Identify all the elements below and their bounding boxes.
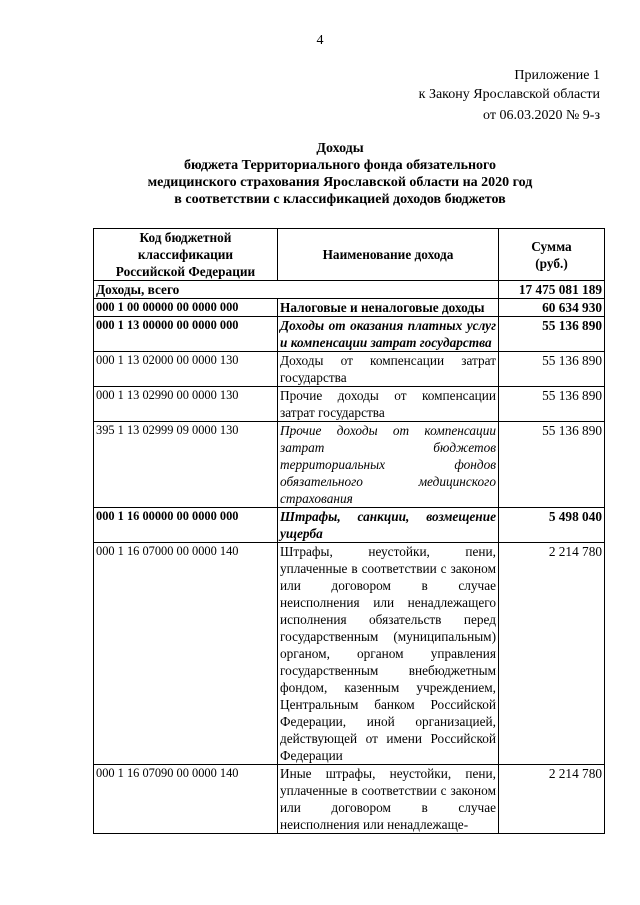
title-line-3: медицинского страхования Ярославской области на 2020 год — [147, 175, 533, 190]
header-sum — [499, 229, 605, 281]
row-name: Иные штрафы, неустойки, пени, уплаченные в соответствии с законом или договором в случае неисполнения или ненадлежаще- — [278, 765, 499, 834]
table-row — [94, 422, 605, 508]
row-code: 000 1 00 00000 00 0000 000 — [94, 299, 278, 317]
header-code-line-3: Российской Федерации — [115, 264, 256, 279]
row-code: 000 1 16 00000 00 0000 000 — [94, 508, 278, 543]
row-code: 000 1 13 00000 00 0000 000 — [94, 317, 278, 352]
row-name: Прочие доходы от компенсации затрат государства — [278, 387, 499, 422]
header-code-line-1: Код бюджетной — [139, 230, 232, 245]
row-sum: 55 136 890 — [499, 387, 605, 422]
row-code: 000 1 16 07090 00 0000 140 — [94, 765, 278, 834]
row-sum: 2 214 780 — [499, 765, 605, 834]
table-row — [94, 387, 605, 422]
page-number: 4 — [316, 33, 324, 48]
row-code: 000 1 16 07000 00 0000 140 — [94, 543, 278, 765]
document-title — [60, 140, 620, 208]
header-sum-line-1: Сумма — [531, 238, 572, 254]
header-code-line-2: классификации — [137, 247, 234, 262]
row-code: 000 1 13 02000 00 0000 130 — [94, 352, 278, 387]
row-sum: 60 634 930 — [499, 299, 605, 317]
table-header-row — [94, 229, 605, 281]
row-name: Прочие доходы от компенсации затрат бюджетов территориальных фондов обязательного медицинского страхования — [278, 422, 499, 508]
row-sum: 2 214 780 — [499, 543, 605, 765]
row-name: Доходы от оказания платных услуг и компенсации затрат государства — [278, 317, 499, 352]
total-sum: 17 475 081 189 — [499, 281, 605, 299]
appendix-line-1: Приложение 1 — [514, 68, 600, 83]
row-name: Штрафы, неустойки, пени, уплаченные в соответствии с законом или договором в случае неисполнения или ненадлежащего исполнения обязательств перед государственным (муниципальным) органом, органом управления государственным внебюджетным фондом, казенным учреждением, Центральным банком Российской Федерации, иной организацией, действующей от имени Российской Федерации — [278, 543, 499, 765]
row-sum: 55 136 890 — [499, 317, 605, 352]
table-row — [94, 352, 605, 387]
title-line-2: бюджета Территориального фонда обязательного — [183, 158, 497, 173]
appendix-line-3: от 06.03.2020 № 9-з — [483, 108, 600, 123]
header-code — [94, 229, 278, 281]
table-row — [94, 508, 605, 543]
table-row — [94, 317, 605, 352]
row-name: Штрафы, санкции, возмещение ущерба — [278, 508, 499, 543]
table-row — [94, 299, 605, 317]
income-table — [93, 228, 605, 834]
title-line-4: в соответствии с классификацией доходов бюджетов — [174, 192, 506, 207]
header-sum-line-2: (руб.) — [535, 255, 568, 271]
table-row — [94, 765, 605, 834]
row-sum: 55 136 890 — [499, 422, 605, 508]
row-sum: 5 498 040 — [499, 508, 605, 543]
title-line-1: Доходы — [316, 141, 364, 156]
total-label: Доходы, всего — [94, 281, 499, 299]
row-sum: 55 136 890 — [499, 352, 605, 387]
row-code: 000 1 13 02990 00 0000 130 — [94, 387, 278, 422]
appendix-line-2: к Закону Ярославской области — [418, 87, 600, 102]
row-name: Доходы от компенсации затрат государства — [278, 352, 499, 387]
total-row — [94, 281, 605, 299]
header-name: Наименование дохода — [278, 229, 499, 281]
table-row — [94, 543, 605, 765]
row-code: 395 1 13 02999 09 0000 130 — [94, 422, 278, 508]
row-name: Налоговые и неналоговые доходы — [278, 299, 499, 317]
